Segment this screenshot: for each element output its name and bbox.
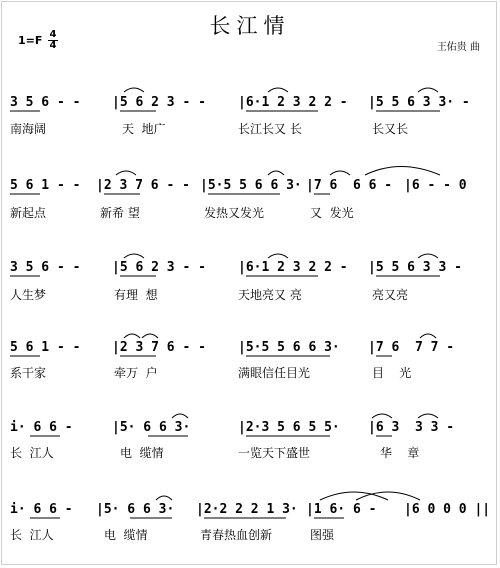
time-signature-top: 4 <box>49 29 57 40</box>
lyric-segment: 南海阔 <box>10 122 47 136</box>
composer-credit: 王佑贵 曲 <box>436 42 480 53</box>
lyric-segment: 天 地广 <box>122 122 166 136</box>
notation-segment: |2 3 7 6 - - <box>112 340 206 355</box>
notation-segment: |5 6 2 3 - - <box>112 260 206 275</box>
lyric-segment: 天地亮又 亮 <box>238 288 302 302</box>
slur-mark <box>124 254 144 258</box>
notation-segment: |6·1 2 3 2 2 - <box>238 260 348 275</box>
lyric-segment: 电 缆情 <box>104 528 148 542</box>
lyric-segment: 目 光 <box>372 366 412 380</box>
slur-mark <box>124 334 140 338</box>
notation-segment: |5 5 6 3 3 - <box>368 260 462 275</box>
notation-segment: 3 5 6 - - <box>10 260 81 275</box>
notation-segment: |5·5 5 6 6 3· <box>200 178 302 193</box>
notation-segment: |6·1 2 3 2 2 - <box>238 95 348 110</box>
slur-mark <box>418 88 438 92</box>
slur-mark <box>418 414 438 418</box>
time-signature-bottom: 4 <box>49 40 57 51</box>
notation-segment: |6 0 0 0 || <box>404 502 491 517</box>
lyric-segment: 人生梦 <box>10 288 47 302</box>
notation-segment: |2 3 7 6 - - <box>96 178 190 193</box>
lyric-segment: 青春热血创新 <box>200 528 273 542</box>
slur-mark <box>330 171 350 175</box>
notation-segment: 5 6 1 - - <box>10 340 81 355</box>
notation-segment: i· 6 6 - <box>10 420 73 435</box>
lyric-segment: 图强 <box>310 528 335 542</box>
lyric-segment: 亮又亮 <box>372 288 409 302</box>
lyric-segment: 发热又发光 <box>204 206 265 220</box>
notation-segment: i· 6 6 - <box>10 502 73 517</box>
slur-mark <box>156 496 172 500</box>
slur-mark <box>418 254 438 258</box>
lyric-segment: 又 发光 <box>310 206 354 220</box>
lyric-segment: 长江长又 长 <box>238 122 302 136</box>
slur-mark <box>116 171 136 175</box>
lyric-segment: 长又长 <box>372 122 409 136</box>
notation-segment: |5· 6 6 3· <box>112 420 191 435</box>
notation-segment: |6 - - 0 <box>404 178 467 193</box>
notation-segment: |6 3 3 3 - <box>368 420 455 435</box>
slur-mark <box>268 171 284 175</box>
slur-mark <box>420 334 436 338</box>
lyric-segment: 华 章 <box>380 446 420 460</box>
notation-segment: |1 6· 6 - <box>306 502 377 517</box>
notation-segment: |5· 6 6 3· <box>96 502 175 517</box>
lyric-segment: 有理 想 <box>114 288 158 302</box>
lyric-segment: 新希 望 <box>100 206 140 220</box>
lyric-segment: 长 江人 <box>10 446 54 460</box>
lyric-segment: 系干家 <box>10 366 47 380</box>
notation-segment: |5 5 6 3 3· - <box>368 95 470 110</box>
slur-mark <box>268 88 288 92</box>
lyric-segment: 新起点 <box>10 206 47 220</box>
notation-segment: |2·2 2 2 1 3· <box>196 502 298 517</box>
slur-mark <box>268 254 288 258</box>
slur-mark <box>372 414 392 418</box>
slur-mark <box>365 167 440 176</box>
lyric-segment: 长 江人 <box>10 528 54 542</box>
notation-segment: 3 5 6 - - <box>10 95 81 110</box>
notation-segment: |5 6 2 3 - - <box>112 95 206 110</box>
notation-segment: |2·3 5 6 5 5· <box>238 420 340 435</box>
lyric-segment: 满眼信任目光 <box>238 366 311 380</box>
lyric-segment: 一览天下盛世 <box>238 446 311 460</box>
slur-mark <box>172 414 188 418</box>
notation-segment: |7 6 6 6 - <box>306 178 393 193</box>
notation-segment: 5 6 1 - - <box>10 178 81 193</box>
lyric-segment: 电 缆情 <box>120 446 164 460</box>
slur-mark <box>124 88 144 92</box>
lyric-segment: 牵万 户 <box>114 366 158 380</box>
notation-segment: |5·5 5 6 6 3· <box>238 340 340 355</box>
key-signature: 1=F <box>18 34 43 47</box>
notation-segment: |7 6 7 7 - <box>368 340 455 355</box>
song-title: 长江情 <box>209 14 291 38</box>
slur-mark <box>142 334 158 338</box>
